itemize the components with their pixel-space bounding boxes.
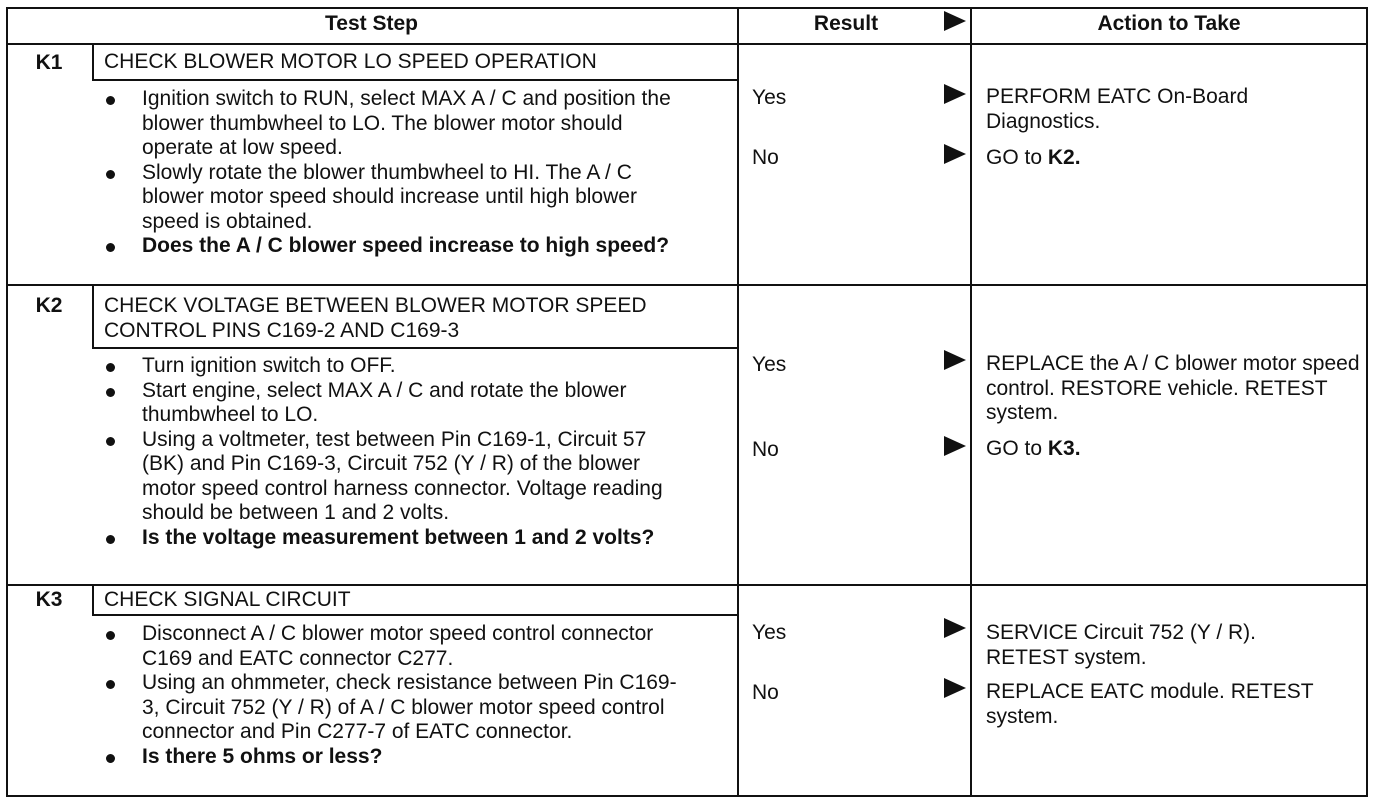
- k3-title-bottom-border: [92, 614, 738, 616]
- step-title-k1: CHECK BLOWER MOTOR LO SPEED OPERATION: [104, 50, 597, 73]
- k3-no-arrow-icon: [944, 678, 966, 698]
- k2-instructions: [96, 354, 686, 550]
- result-column-divider: [737, 7, 739, 797]
- table-left-border: [6, 7, 8, 797]
- k1-yes-action: PERFORM EATC On-Board Diagnostics.: [986, 85, 1249, 133]
- k2-bottom-border: [6, 584, 1368, 586]
- k3-instructions: [96, 622, 686, 769]
- list-item: Using a voltmeter, test between Pin C169-1, Circuit 57 (BK) and Pin C169-3, Circuit 752 (Y / R) of the blower motor speed control harness connector. Voltage reading should be between 1 and 2 volts.: [96, 428, 686, 526]
- list-item: Turn ignition switch to OFF.: [96, 354, 686, 379]
- table-bottom-border: [6, 795, 1368, 797]
- k1-bottom-border: [6, 284, 1368, 286]
- header-result: Result: [813, 12, 879, 35]
- k1-title-bottom-border: [92, 79, 738, 81]
- list-item: Ignition switch to RUN, select MAX A / C and position the blower thumbwheel to LO. The blower motor should operate at low speed.: [96, 87, 686, 161]
- list-item: Slowly rotate the blower thumbwheel to HI. The A / C blower motor speed should increase until high blower speed is obtained.: [96, 161, 686, 235]
- k1-yes-label: Yes: [752, 86, 787, 109]
- k3-yes-label: Yes: [752, 621, 787, 644]
- list-item: Is the voltage measurement between 1 and 2 volts?: [96, 526, 686, 551]
- k3-no-label: No: [752, 681, 779, 704]
- list-item: Start engine, select MAX A / C and rotate the blower thumbwheel to LO.: [96, 379, 686, 428]
- table-right-border: [1366, 7, 1368, 797]
- k2-yes-arrow-icon: [944, 350, 966, 370]
- step-id-k2: K2: [35, 294, 63, 317]
- list-item: Is there 5 ohms or less?: [96, 745, 686, 770]
- list-item: Using an ohmmeter, check resistance between Pin C169-3, Circuit 752 (Y / R) of A / C blower motor speed control connector and Pin C277-7 of EATC connector.: [96, 671, 686, 745]
- k1-no-action-target: K2.: [1047, 146, 1081, 169]
- header-test-step: Test Step: [325, 12, 418, 35]
- list-item: Does the A / C blower speed increase to high speed?: [96, 234, 686, 259]
- k2-title-bottom-border: [92, 347, 738, 349]
- k2-no-action: [986, 437, 1366, 462]
- step-title-k2: CHECK VOLTAGE BETWEEN BLOWER MOTOR SPEED CONTROL PINS C169-2 AND C169-3: [104, 294, 647, 342]
- step-id-k1: K1: [35, 51, 63, 74]
- k2-yes-action: REPLACE the A / C blower motor speed control. RESTORE vehicle. RETEST system.: [986, 352, 1360, 424]
- k1-no-label: No: [752, 146, 779, 169]
- k1-instructions: [96, 87, 686, 259]
- k2-no-action-target: K3.: [1047, 437, 1081, 460]
- header-arrow-icon: [944, 11, 966, 31]
- k2-no-action-prefix: GO to: [986, 437, 1048, 460]
- k1-no-action-prefix: GO to: [986, 146, 1048, 169]
- k3-no-action: REPLACE EATC module. RETEST system.: [986, 680, 1314, 728]
- k2-no-arrow-icon: [944, 436, 966, 456]
- action-column-divider: [970, 7, 972, 797]
- step-id-k3: K3: [35, 588, 63, 611]
- k2-yes-label: Yes: [752, 353, 787, 376]
- header-action: Action to Take: [1097, 12, 1241, 35]
- step-title-k3: CHECK SIGNAL CIRCUIT: [104, 588, 351, 611]
- k2-no-label: No: [752, 438, 779, 461]
- k3-yes-arrow-icon: [944, 618, 966, 638]
- k1-no-action: [986, 146, 1366, 171]
- list-item: Disconnect A / C blower motor speed control connector C169 and EATC connector C277.: [96, 622, 686, 671]
- k3-yes-action: SERVICE Circuit 752 (Y / R). RETEST system.: [986, 621, 1256, 669]
- k1-no-arrow-icon: [944, 144, 966, 164]
- k1-yes-arrow-icon: [944, 84, 966, 104]
- header-bottom-border: [6, 43, 1368, 45]
